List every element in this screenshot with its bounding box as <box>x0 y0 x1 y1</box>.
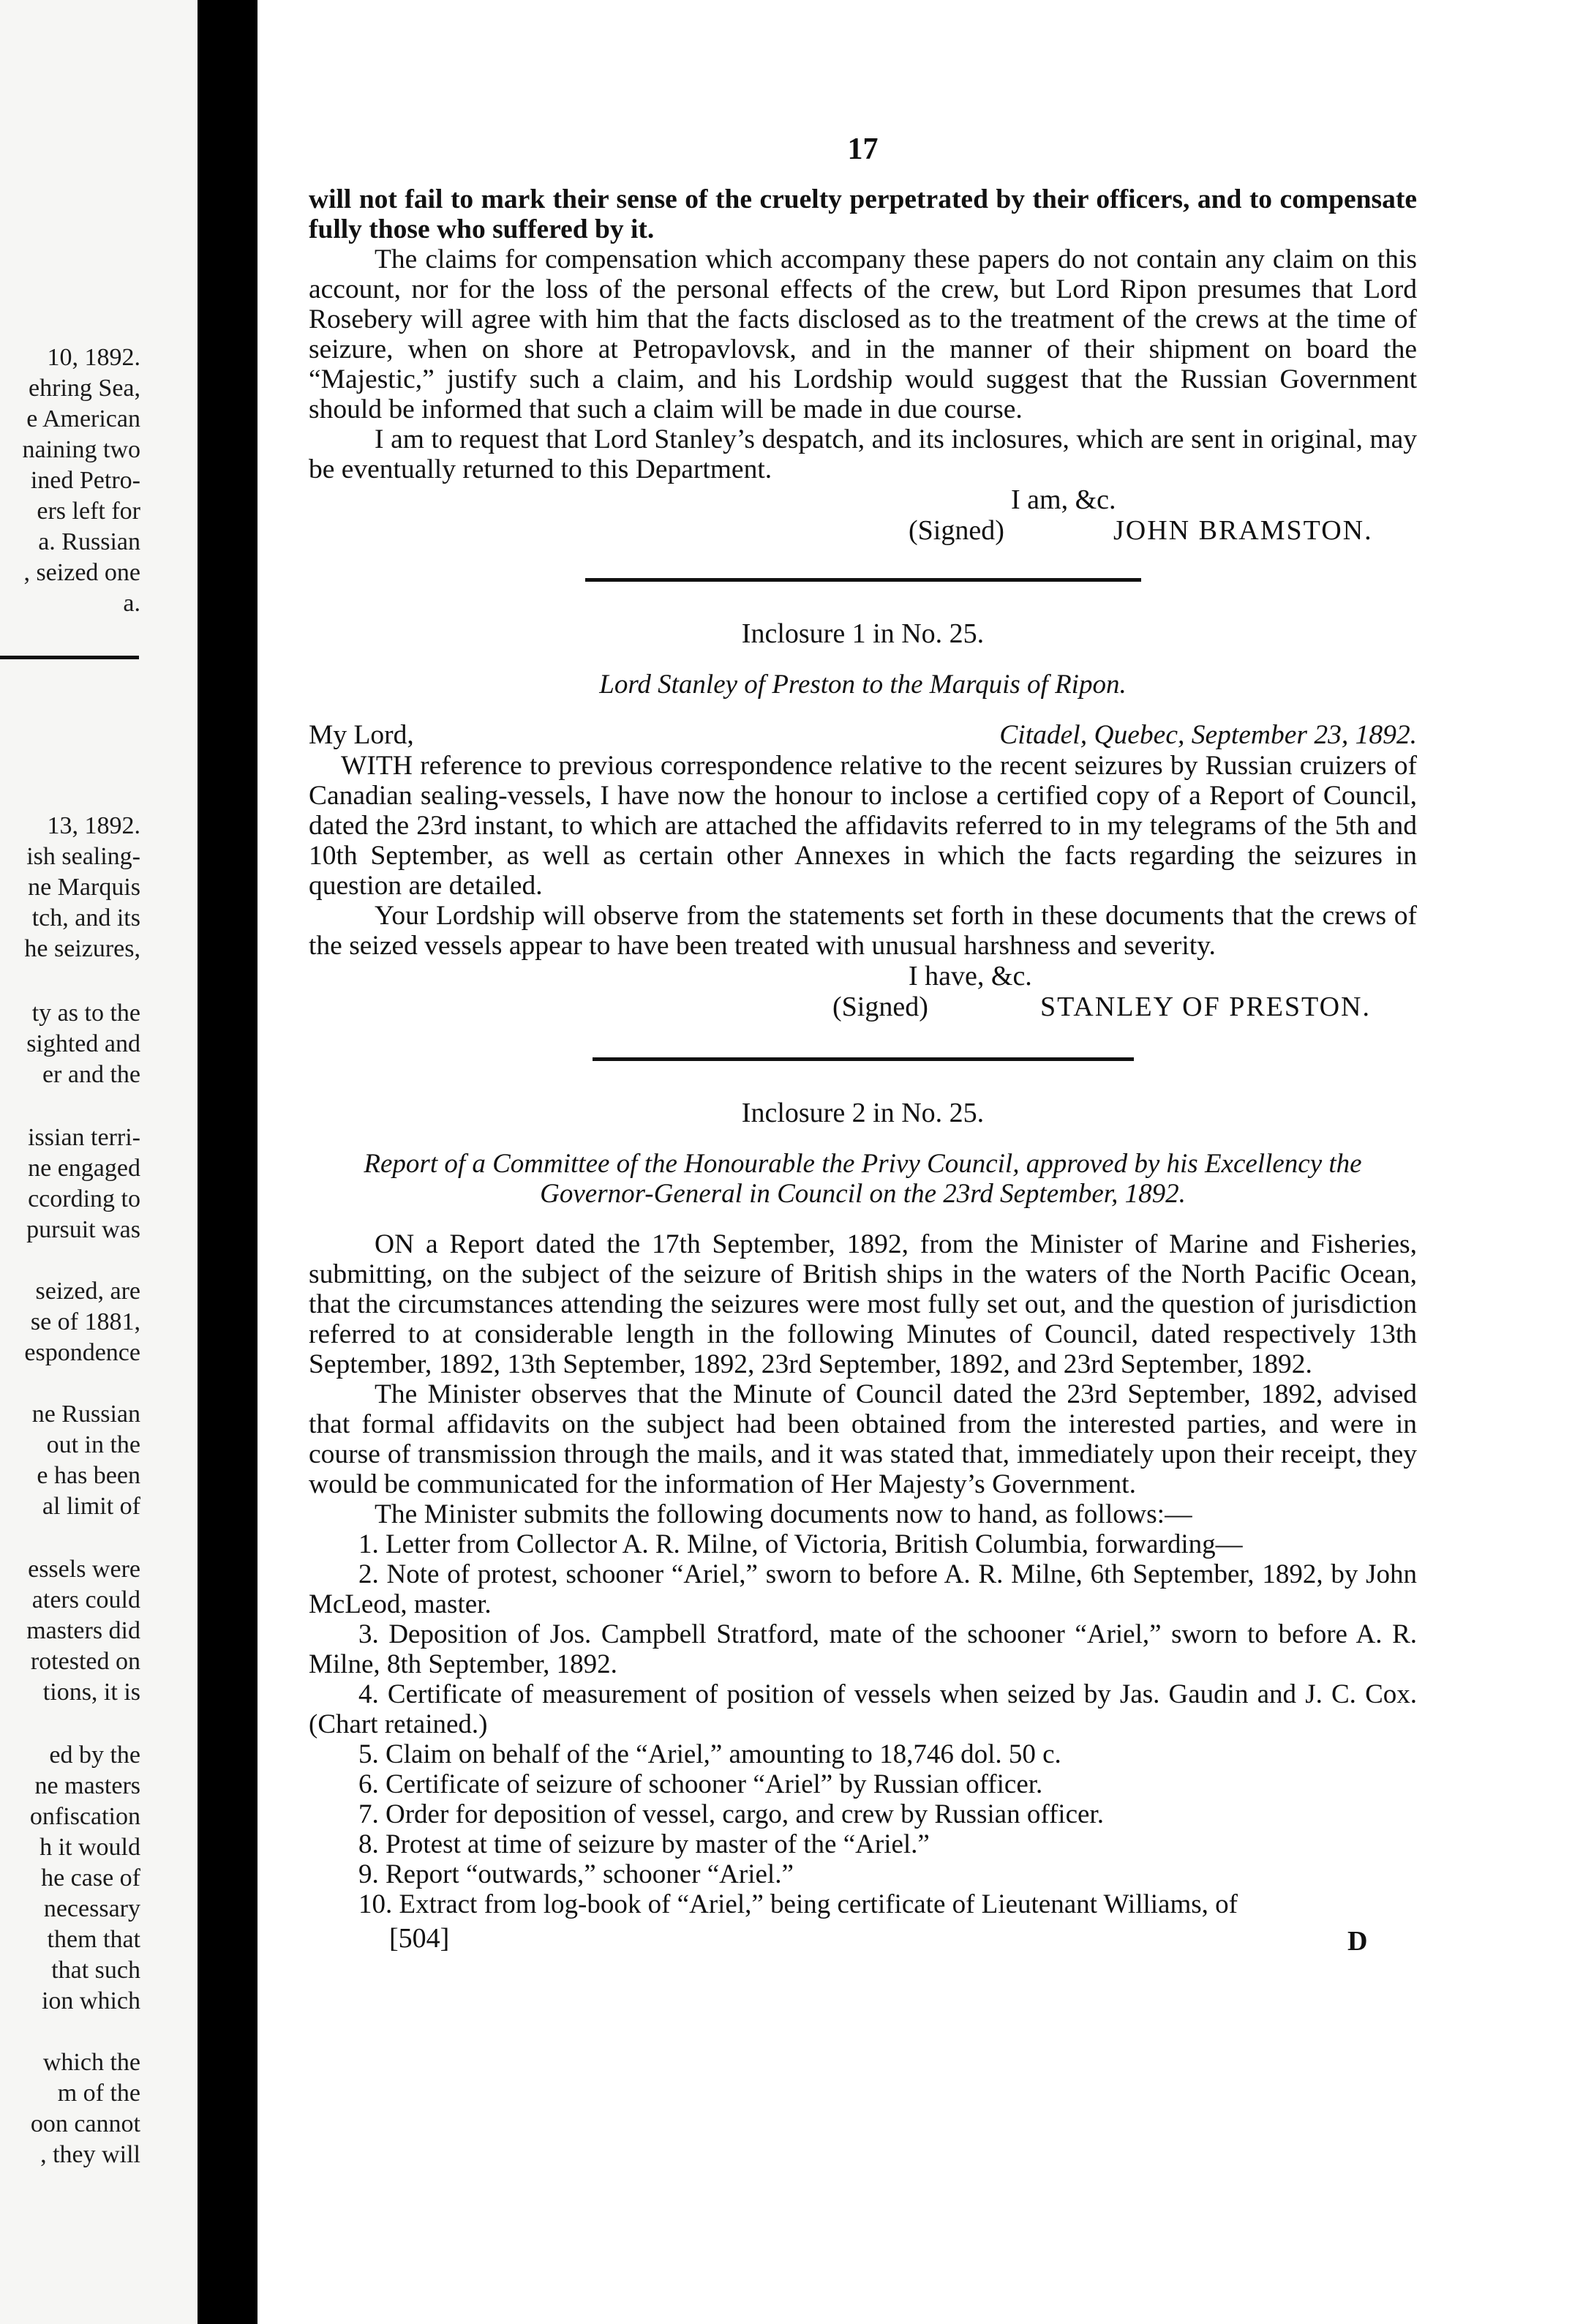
left-page-line: a. <box>123 590 140 617</box>
left-page-line: 10, 1892. <box>47 344 140 371</box>
left-page-line: ehring Sea, <box>29 375 140 402</box>
list-item: 1. Letter from Collector A. R. Milne, of Victoria, British Columbia, forwarding— <box>358 1529 1243 1559</box>
paragraph-claims: The claims for compensation which accompany these papers do not contain any claim on this account, nor for the loss of the personal effects of the crew, but Lord Ripon presumes that Lord Rosebery will agree with him that the facts disclosed as to the treatment of the crews at the time of seizure, when on shore at Petropavlovsk, and in the manner of their shipment on board the “Majestic,” justify such a claim, and his Lordship would suggest that the Russian Government should be informed that such a claim will be made in due course. <box>309 244 1417 424</box>
document-list <box>309 1529 1417 1919</box>
list-item: 10. Extract from log-book of “Ariel,” being certificate of Lieutenant Williams, of <box>358 1889 1238 1919</box>
left-page-line: e has been <box>37 1462 140 1489</box>
inclosure-title: Lord Stanley of Preston to the Marquis of Ripon. <box>599 670 1127 700</box>
left-page-line: necessary <box>43 1895 140 1922</box>
section-divider <box>585 578 1141 582</box>
left-page-line: ty as to the <box>31 1000 140 1027</box>
left-page-line: espondence <box>24 1339 140 1366</box>
page-number: 17 <box>847 132 879 166</box>
left-page-line: issian terri- <box>28 1124 140 1151</box>
left-page-line: ne Marquis <box>28 874 140 901</box>
left-page-line: he seizures, <box>24 935 140 962</box>
left-page-line: , they will <box>40 2141 140 2168</box>
left-page-line: tch, and its <box>31 904 140 932</box>
left-page-line: essels were <box>28 1556 140 1583</box>
inclosure-title: Report of a Committee of the Honourable the Privy Council, approved by his Excellency the Governor-General in Council on the 23rd September, 1892. <box>364 1149 1362 1209</box>
closing-line <box>309 484 1417 515</box>
left-page-line: seized, are <box>35 1278 140 1305</box>
left-page-line: ne masters <box>34 1772 140 1799</box>
report-paragraph: The Minister observes that the Minute of Council dated the 23rd September, 1892, advised that formal affidavits on the subject had been obtained from the interested parties, and were in course of transmission through the mails, and it was stated that, immediately upon their receipt, they would be communicated for the information of Her Majesty’s Government. <box>309 1379 1417 1499</box>
left-page-line: rotested on <box>30 1648 140 1675</box>
report-paragraph: ON a Report dated the 17th September, 1892, from the Minister of Marine and Fisheries, submitting, on the subject of the seizure of British ships in the waters of the North Pacific Ocean, that the circumstances attending the seizures were most fully set out, and the question of jurisdiction referred to at considerable length in the following Minutes of Council, dated respectively 13th September, 1892, 13th September, 1892, 23rd September, 1892, and 23rd September, 1892. <box>309 1229 1417 1379</box>
closing-line <box>309 961 1417 992</box>
signature-line <box>309 515 1417 546</box>
left-page-line: ne Russian <box>31 1401 140 1428</box>
document-page <box>257 0 1583 2324</box>
salutation: My Lord, <box>309 720 414 750</box>
list-item: 9. Report “outwards,” schooner “Ariel.” <box>358 1859 794 1889</box>
inclosure-heading: Inclosure 1 in No. 25. <box>741 618 985 649</box>
left-page-line: al limit of <box>42 1493 140 1520</box>
left-page-line: er and the <box>42 1061 140 1088</box>
left-page-line: sighted and <box>26 1030 140 1057</box>
left-page-line: tions, it is <box>42 1679 140 1706</box>
list-item: 7. Order for deposition of vessel, cargo, and crew by Russian officer. <box>358 1799 1104 1829</box>
report-paragraph: The Minister submits the following documents now to hand, as follows:— <box>375 1499 1192 1529</box>
signatory-name: STANLEY OF PRESTON. <box>1040 992 1371 1022</box>
gathering-letter: D <box>1347 1926 1368 1957</box>
salutation-line <box>309 720 1417 751</box>
left-page-line: out in the <box>46 1431 140 1458</box>
left-page-line: naining two <box>22 436 140 463</box>
left-page-line: , seized one <box>23 559 140 586</box>
signed-label: (Signed) <box>832 992 928 1022</box>
left-page-line: aters could <box>31 1586 140 1613</box>
left-page-line: masters did <box>26 1617 140 1644</box>
closing-text: I have, &c. <box>909 961 1032 992</box>
list-item: 5. Claim on behalf of the “Ariel,” amounting to 18,746 dol. 50 c. <box>358 1739 1061 1769</box>
left-page-divider <box>0 656 139 659</box>
letter-paragraph: WITH reference to previous correspondence relative to the recent seizures by Russian cruizers of Canadian sealing-vessels, I have now the honour to inclose a certified copy of a Report of Council, dated the 23rd instant, to which are attached the affidavits referred to in my telegrams of the 5th and 10th September, as well as certain other Annexes in which the facts regarding the seizures in question are detailed. <box>309 751 1417 901</box>
letter-paragraph: Your Lordship will observe from the statements set forth in these documents that the crews of the seized vessels appear to have been treated with unusual harshness and severity. <box>309 901 1417 961</box>
left-page-line: h it would <box>40 1834 140 1861</box>
left-page-line: e American <box>26 405 140 432</box>
list-item: 4. Certificate of measurement of position of vessels when seized by Jas. Gaudin and J. C. Cox. (Chart retained.) <box>309 1679 1417 1739</box>
left-page-line: ccording to <box>28 1185 140 1212</box>
left-page-fragment <box>0 0 198 2324</box>
signed-label: (Signed) <box>909 515 1004 546</box>
left-page-line: which the <box>42 2049 140 2076</box>
left-page-line: that such <box>51 1957 140 1984</box>
left-page-line: ne engaged <box>28 1155 140 1182</box>
paragraph-request: I am to request that Lord Stanley’s despatch, and its inclosures, which are sent in original, may be eventually returned to this Department. <box>309 424 1417 484</box>
list-item: 8. Protest at time of seizure by master of the “Ariel.” <box>358 1829 930 1859</box>
page-footer <box>309 1922 1417 1959</box>
left-page-line: m of the <box>57 2080 140 2107</box>
left-page-line: se of 1881, <box>30 1308 140 1335</box>
left-page-line: them that <box>47 1926 140 1953</box>
signatory-name: JOHN BRAMSTON. <box>1113 515 1373 546</box>
section-divider <box>593 1057 1134 1061</box>
list-item: 2. Note of protest, schooner “Ariel,” sworn to before A. R. Milne, 6th September, 1892, by John McLeod, master. <box>309 1559 1417 1619</box>
place-date: Citadel, Quebec, September 23, 1892. <box>999 720 1417 750</box>
paragraph-continuation: will not fail to mark their sense of the cruelty perpetrated by their officers, and to compensate fully those who suffered by it. <box>309 184 1417 244</box>
left-page-line: a. Russian <box>38 528 140 555</box>
inclosure-heading: Inclosure 2 in No. 25. <box>741 1098 985 1128</box>
left-page-line: ined Petro- <box>30 467 140 494</box>
left-page-line: pursuit was <box>26 1216 140 1243</box>
left-page-line: onfiscation <box>29 1803 140 1830</box>
left-page-line: ion which <box>41 1987 140 2014</box>
page-content <box>309 132 1417 1959</box>
left-page-line: he case of <box>41 1864 140 1892</box>
signature-line <box>309 992 1417 1022</box>
signature-mark: [504] <box>389 1923 450 1954</box>
left-page-line: 13, 1892. <box>47 812 140 839</box>
closing-text: I am, &c. <box>1011 484 1116 515</box>
list-item: 3. Deposition of Jos. Campbell Stratford, mate of the schooner “Ariel,” sworn to before A. R. Milne, 8th September, 1892. <box>309 1619 1417 1679</box>
left-page-line: ish sealing- <box>26 843 140 870</box>
left-page-line: ers left for <box>37 498 140 525</box>
left-page-line: ed by the <box>49 1742 140 1769</box>
list-item: 6. Certificate of seizure of schooner “Ariel” by Russian officer. <box>358 1769 1043 1799</box>
left-page-line: oon cannot <box>30 2110 140 2137</box>
